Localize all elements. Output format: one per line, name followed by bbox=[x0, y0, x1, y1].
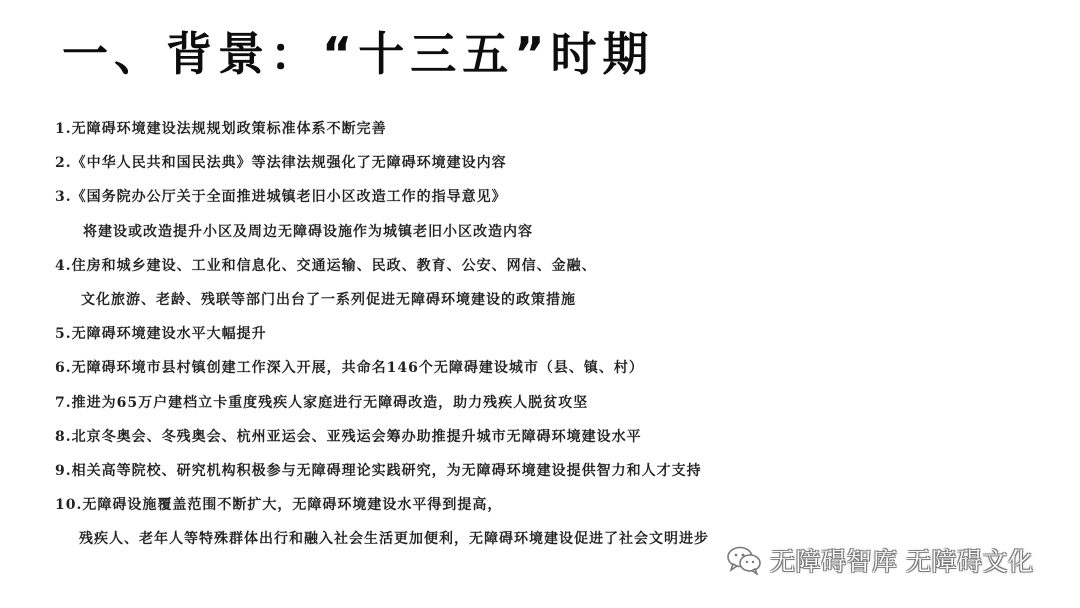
list-item-10: 10.无障碍设施覆盖范围不断扩大，无障碍环境建设水平得到提高， bbox=[55, 497, 503, 514]
list-item-10-continuation: 残疾人、老年人等特殊群体出行和融入社会生活更加便利，无障碍环境建设促进了社会文明进步 bbox=[79, 531, 709, 548]
watermark-text: 无障碍智库 无障碍文化 bbox=[770, 547, 1034, 576]
list-item-6: 6.无障碍环境市县村镇创建工作深入开展，共命名146个无障碍建设城市（县、镇、村） bbox=[55, 360, 644, 377]
list-item-2: 2.《中华人民共和国民法典》等法律法规强化了无障碍环境建设内容 bbox=[55, 155, 507, 172]
background-list bbox=[55, 112, 1055, 556]
list-item-4: 4.住房和城乡建设、工业和信息化、交通运输、民政、教育、公安、网信、金融、 bbox=[55, 257, 597, 274]
list-item-1: 1.无障碍环境建设法规规划政策标准体系不断完善 bbox=[55, 121, 387, 137]
list-item-3-continuation: 将建设或改造提升小区及周边无障碍设施作为城镇老旧小区改造内容 bbox=[83, 223, 533, 240]
list-item-7: 7.推进为65万户建档立卡重度残疾人家庭进行无障碍改造，助力残疾人脱贫攻坚 bbox=[55, 394, 589, 411]
list-item-3: 3.《国务院办公厅关于全面推进城镇老旧小区改造工作的指导意见》 bbox=[55, 189, 507, 206]
watermark bbox=[726, 540, 1033, 580]
slide-title: 一、背景：“十三五”时期 bbox=[62, 27, 655, 81]
list-item-5: 5.无障碍环境建设水平大幅提升 bbox=[55, 326, 267, 343]
list-item-9: 9.相关高等院校、研究机构积极参与无障碍理论实践研究，为无障碍环境建设提供智力和人才支持 bbox=[55, 462, 702, 479]
list-item-4-continuation: 文化旅游、老龄、残联等部门出台了一系列促进无障碍环境建设的政策措施 bbox=[81, 291, 576, 308]
list-item-8: 8.北京冬奥会、冬残奥会、杭州亚运会、亚残运会筹办助推提升城市无障碍环境建设水平 bbox=[55, 428, 642, 445]
wechat-icon bbox=[726, 545, 762, 575]
